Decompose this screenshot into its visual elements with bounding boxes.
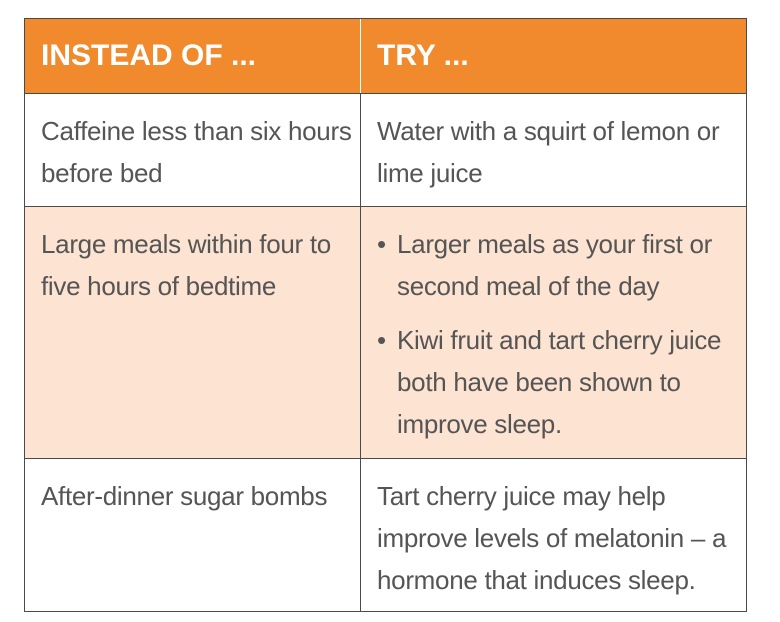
bullet-item	[377, 319, 738, 445]
table-row	[25, 93, 746, 206]
bullet-text: Larger meals as your first or second meal of the day	[397, 229, 712, 301]
table-header-row	[25, 19, 746, 93]
table-row	[25, 206, 746, 458]
comparison-table	[24, 18, 747, 612]
header-try: TRY ...	[377, 39, 469, 72]
try-cell: Tart cherry juice may help improve levels of melatonin – a hormone that induces sleep.	[377, 481, 727, 595]
bullet-item	[377, 223, 738, 307]
bullet-icon: •	[377, 325, 386, 355]
bullet-text: Kiwi fruit and tart cherry juice both have been shown to improve sleep.	[397, 325, 722, 439]
table-row	[25, 458, 746, 611]
instead-cell: Large meals within four to five hours of bedtime	[25, 207, 361, 458]
instead-cell: After-dinner sugar bombs	[25, 459, 361, 611]
try-cell	[361, 207, 746, 458]
instead-cell: Caffeine less than six hours before bed	[25, 94, 361, 206]
header-instead-of: INSTEAD OF ...	[25, 19, 361, 93]
try-cell: Water with a squirt of lemon or lime juice	[377, 116, 720, 188]
bullet-icon: •	[377, 229, 386, 259]
